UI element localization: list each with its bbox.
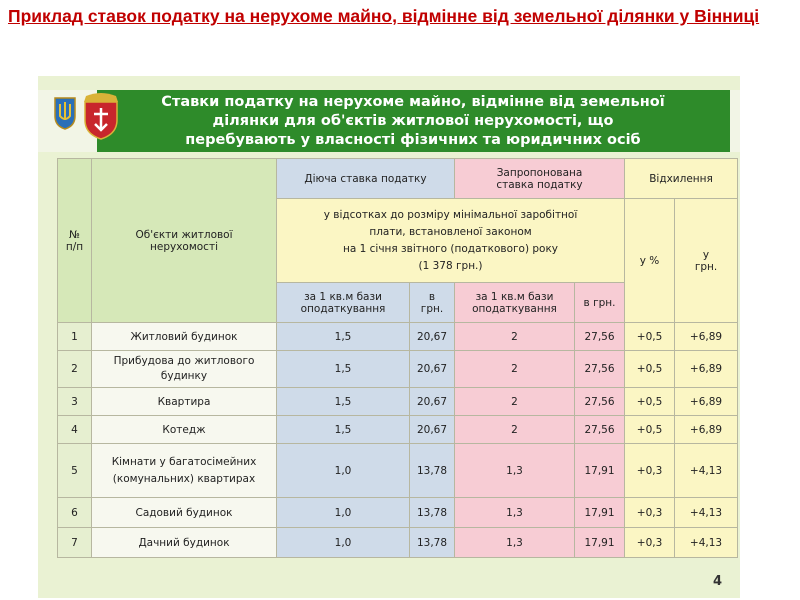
table-row: [58, 444, 738, 498]
row-deviation-uah: +6,89: [675, 388, 738, 416]
table-header-row-1: [58, 159, 738, 199]
row-current-rate: 1,5: [277, 351, 410, 388]
header-current-uah: в грн.: [410, 283, 455, 323]
row-number: 7: [58, 528, 92, 558]
row-deviation-uah: +6,89: [675, 323, 738, 351]
table-row: [58, 498, 738, 528]
row-deviation-percent: +0,5: [625, 416, 675, 444]
header-basis: у відсотках до розміру мінімальної заробітної плати, встановленої законом на 1 січня звітного (податкового) року (1 378 грн.): [277, 199, 625, 283]
tax-rates-table: [57, 158, 738, 558]
table-row: [58, 388, 738, 416]
row-deviation-uah: +4,13: [675, 498, 738, 528]
header-proposed-uah: в грн.: [575, 283, 625, 323]
row-deviation-percent: +0,5: [625, 351, 675, 388]
row-number: 5: [58, 444, 92, 498]
row-deviation-uah: +4,13: [675, 528, 738, 558]
row-proposed-rate: 2: [455, 388, 575, 416]
header-current-rate: Діюча ставка податку: [277, 159, 455, 199]
coat-of-arms-ukraine-icon: [52, 96, 78, 130]
row-proposed-rate: 1,3: [455, 498, 575, 528]
row-number: 1: [58, 323, 92, 351]
row-current-uah: 13,78: [410, 444, 455, 498]
header-deviation-uah: у грн.: [675, 199, 738, 323]
row-number: 3: [58, 388, 92, 416]
row-current-uah: 20,67: [410, 351, 455, 388]
row-proposed-uah: 27,56: [575, 416, 625, 444]
row-current-rate: 1,0: [277, 444, 410, 498]
table-row: [58, 351, 738, 388]
header-num: № п/п: [58, 159, 92, 323]
row-proposed-uah: 27,56: [575, 351, 625, 388]
slide-heading: Ставки податку на нерухоме майно, відмінне від земельної ділянки для об'єктів житлової нерухомості, що перебувають у власності фізичних та юридичних осіб: [161, 93, 665, 148]
row-object-name: Дачний будинок: [92, 528, 277, 558]
row-deviation-percent: +0,3: [625, 498, 675, 528]
row-proposed-rate: 2: [455, 351, 575, 388]
row-number: 6: [58, 498, 92, 528]
header-proposed-rate: Запропонована ставка податку: [455, 159, 625, 199]
row-proposed-rate: 1,3: [455, 528, 575, 558]
row-deviation-percent: +0,3: [625, 444, 675, 498]
row-proposed-uah: 17,91: [575, 528, 625, 558]
row-proposed-uah: 17,91: [575, 498, 625, 528]
row-object-name: Квартира: [92, 388, 277, 416]
slide: [38, 76, 740, 598]
row-current-uah: 20,67: [410, 416, 455, 444]
row-proposed-rate: 2: [455, 323, 575, 351]
table-row: [58, 323, 738, 351]
table-row: [58, 528, 738, 558]
row-number: 4: [58, 416, 92, 444]
row-proposed-rate: 1,3: [455, 444, 575, 498]
page-title: Приклад ставок податку на нерухоме майно, відмінне від земельної ділянки у Вінниці: [8, 6, 760, 26]
row-proposed-rate: 2: [455, 416, 575, 444]
row-deviation-uah: +6,89: [675, 416, 738, 444]
row-deviation-percent: +0,5: [625, 323, 675, 351]
header-deviation-percent: у %: [625, 199, 675, 323]
row-deviation-percent: +0,5: [625, 388, 675, 416]
table-row: [58, 416, 738, 444]
header-object: Об'єкти житлової нерухомості: [92, 159, 277, 323]
row-object-name: Кімнати у багатосімейних (комунальних) квартирах: [92, 444, 277, 498]
row-proposed-uah: 27,56: [575, 323, 625, 351]
row-deviation-uah: +4,13: [675, 444, 738, 498]
row-object-name: Житловий будинок: [92, 323, 277, 351]
row-current-rate: 1,5: [277, 416, 410, 444]
row-current-uah: 13,78: [410, 498, 455, 528]
row-current-rate: 1,0: [277, 498, 410, 528]
header-deviation: Відхилення: [625, 159, 738, 199]
slide-page-number: 4: [713, 574, 723, 589]
row-proposed-uah: 17,91: [575, 444, 625, 498]
row-deviation-uah: +6,89: [675, 351, 738, 388]
header-current-per-sqm: за 1 кв.м бази оподаткування: [277, 283, 410, 323]
row-current-rate: 1,0: [277, 528, 410, 558]
row-current-rate: 1,5: [277, 323, 410, 351]
row-object-name: Садовий будинок: [92, 498, 277, 528]
row-current-uah: 20,67: [410, 323, 455, 351]
header-proposed-per-sqm: за 1 кв.м бази оподаткування: [455, 283, 575, 323]
row-proposed-uah: 27,56: [575, 388, 625, 416]
row-current-uah: 13,78: [410, 528, 455, 558]
row-object-name: Прибудова до житлового будинку: [92, 351, 277, 388]
row-current-uah: 20,67: [410, 388, 455, 416]
row-object-name: Котедж: [92, 416, 277, 444]
row-deviation-percent: +0,3: [625, 528, 675, 558]
row-current-rate: 1,5: [277, 388, 410, 416]
row-number: 2: [58, 351, 92, 388]
